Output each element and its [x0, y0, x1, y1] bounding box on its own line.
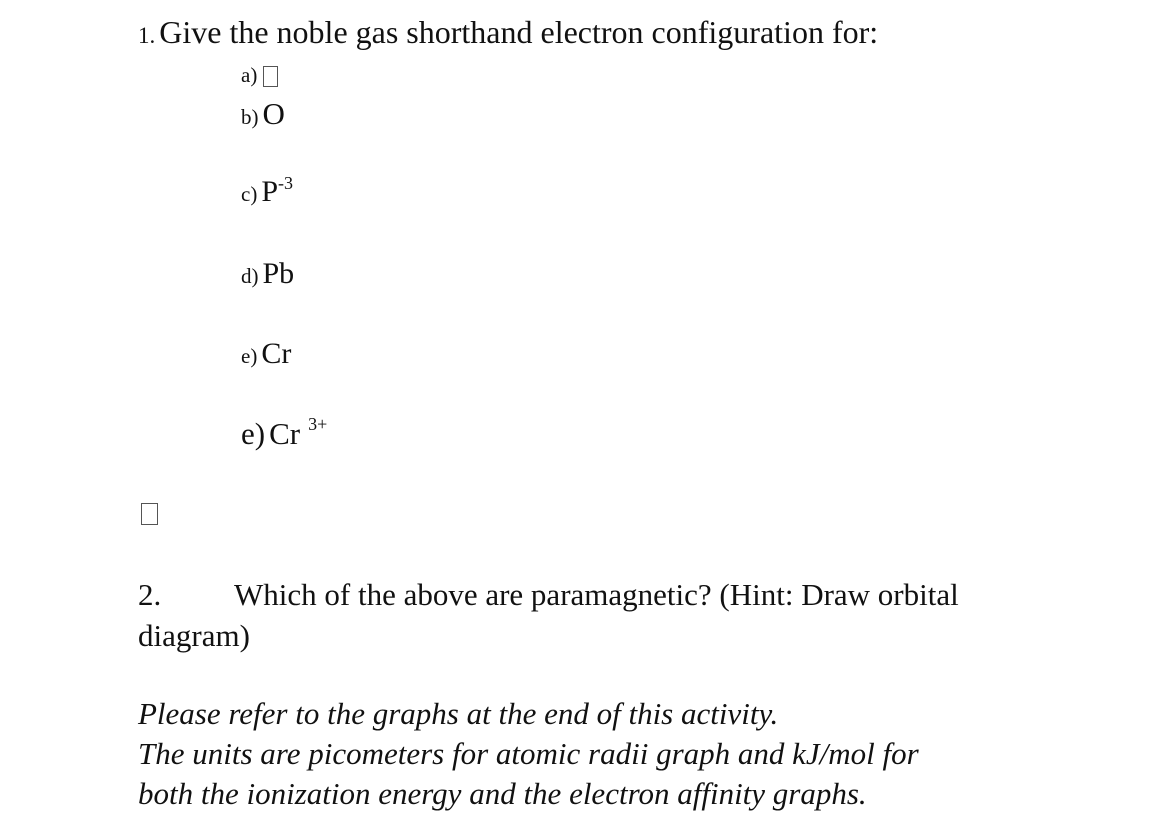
missing-glyph-box	[141, 503, 158, 525]
item-e	[241, 334, 291, 379]
item-e-ion-symbol: Cr	[269, 416, 301, 451]
item-c-charge: -3	[278, 173, 294, 193]
question-1-number: 1.	[138, 23, 156, 48]
missing-glyph-box-standalone	[141, 503, 158, 525]
item-e-symbol: Cr	[261, 337, 292, 370]
item-c-symbol: P	[261, 175, 279, 208]
item-c	[241, 172, 293, 217]
item-e-ion	[241, 414, 327, 460]
question-1-prompt: Give the noble gas shorthand electron configuration for:	[159, 14, 879, 50]
item-a	[241, 58, 278, 95]
question-2	[138, 574, 998, 656]
graphs-note	[138, 694, 1118, 814]
item-c-label: c)	[241, 182, 258, 206]
item-d-label: d)	[241, 264, 259, 288]
item-d-symbol: Pb	[262, 257, 295, 290]
item-a-label: a)	[241, 63, 258, 87]
question-2-number: 2.	[138, 577, 162, 612]
item-e-label: e)	[241, 344, 258, 368]
missing-glyph-box	[263, 66, 278, 87]
item-b	[241, 96, 285, 138]
question-1-heading	[138, 12, 878, 59]
item-e-ion-charge: 3+	[308, 414, 328, 434]
item-b-symbol: O	[262, 96, 285, 131]
note-line-2: The units are picometers for atomic radii graph and kJ/mol for	[138, 736, 919, 771]
item-d	[241, 254, 294, 299]
item-e-ion-label: e)	[241, 416, 266, 451]
note-line-3: both the ionization energy and the electron affinity graphs.	[138, 776, 867, 811]
question-2-prompt: Which of the above are paramagnetic? (Hint: Draw orbital diagram)	[138, 577, 959, 653]
item-b-label: b)	[241, 105, 259, 129]
note-line-1: Please refer to the graphs at the end of this activity.	[138, 696, 779, 731]
